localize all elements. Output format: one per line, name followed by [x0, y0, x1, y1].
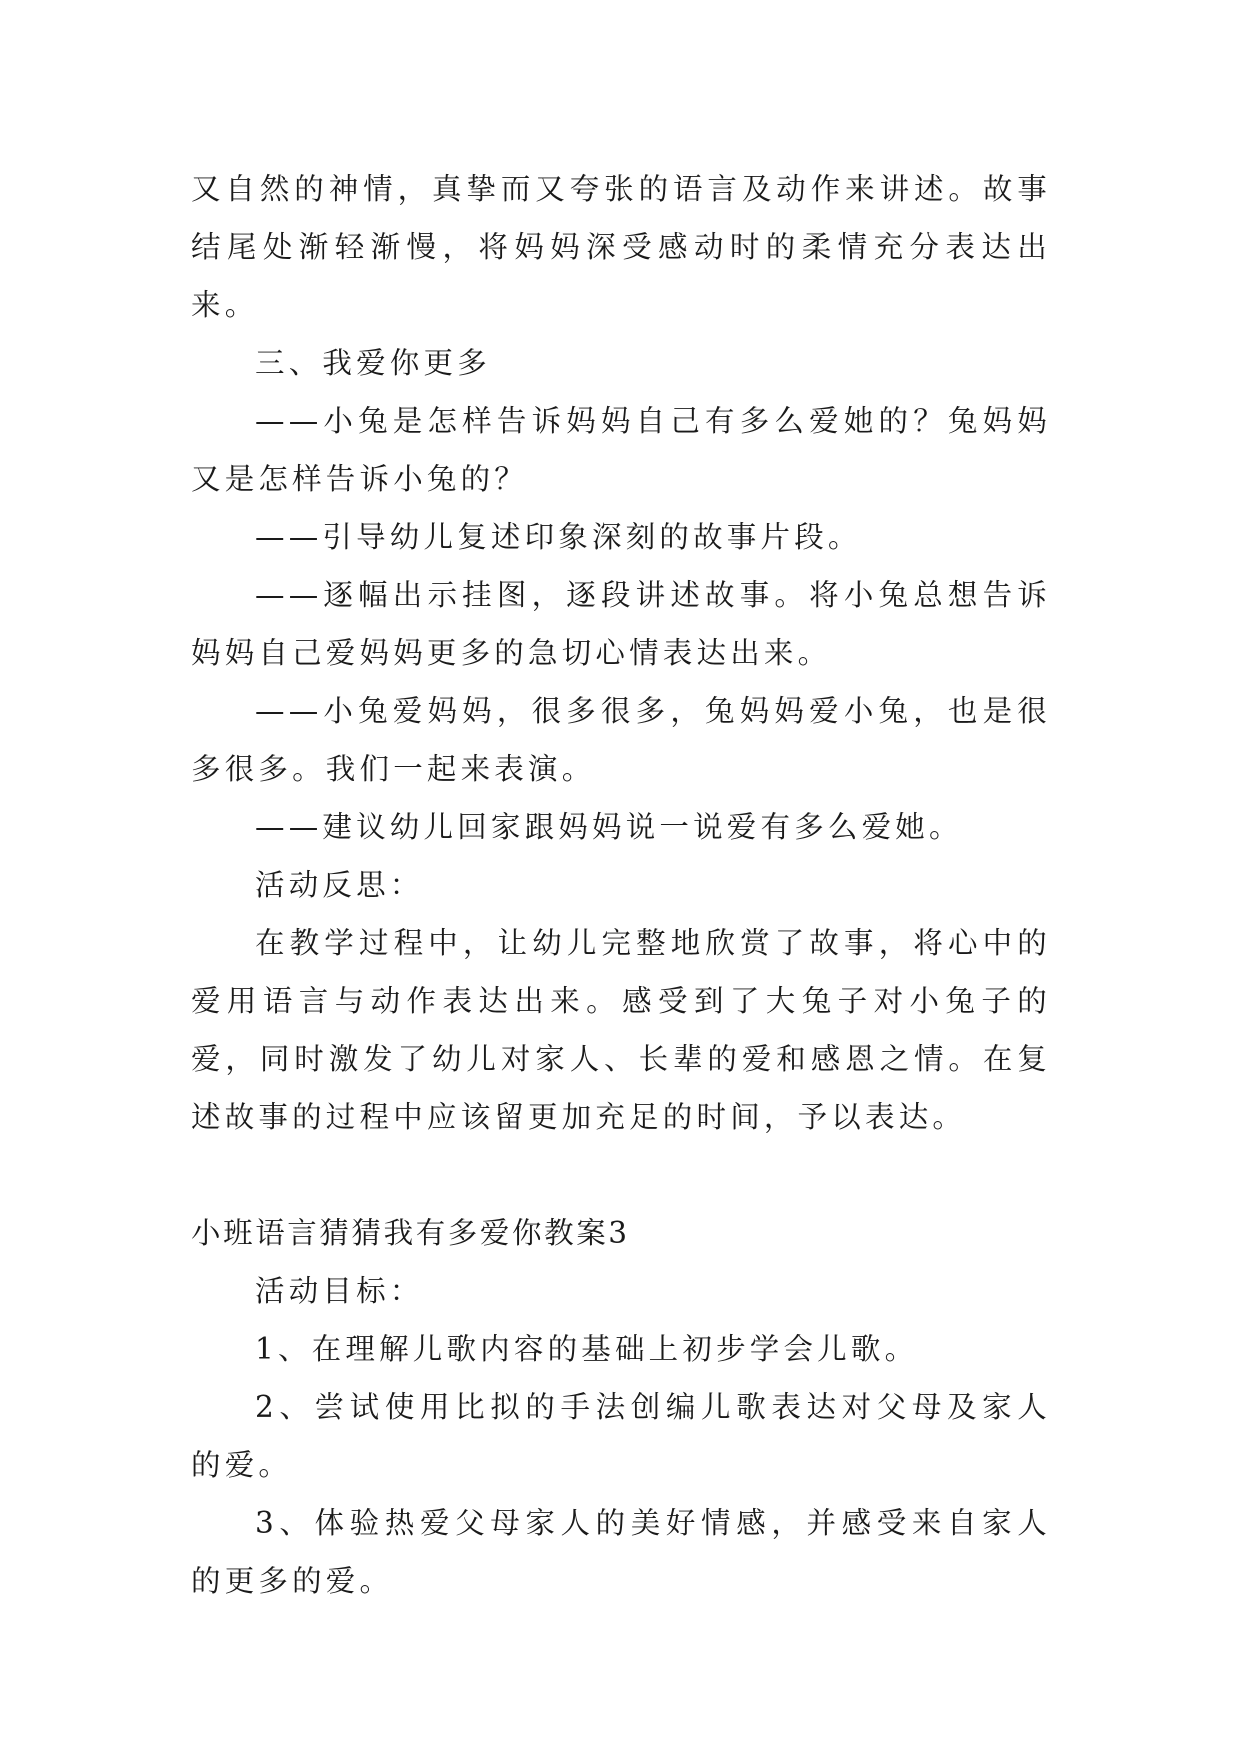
reflection-paragraph: 在教学过程中，让幼儿完整地欣赏了故事，将心中的爱用语言与动作表达出来。感受到了大兔子对小兔子的爱，同时激发了幼儿对家人、长辈的爱和感恩之情。在复述故事的过程中应该留更加充足的时间，予以表达。 [191, 926, 1051, 1134]
paragraph: ——小兔是怎样告诉妈妈自己有多么爱她的？兔妈妈又是怎样告诉小兔的？ [191, 404, 1051, 496]
reflection-heading: 活动反思： [255, 868, 424, 902]
objective-item: 1、在理解儿歌内容的基础上初步学会儿歌。 [255, 1332, 919, 1366]
paragraph: ——引导幼儿复述印象深刻的故事片段。 [255, 520, 862, 554]
objective-item: 3、体验热爱父母家人的美好情感，并感受来自家人的更多的爱。 [191, 1506, 1051, 1598]
objective-item: 2、尝试使用比拟的手法创编儿歌表达对父母及家人的爱。 [191, 1390, 1051, 1482]
objectives-heading: 活动目标： [255, 1274, 424, 1308]
paragraph: 又自然的神情，真挚而又夸张的语言及动作来讲述。故事结尾处渐轻渐慢，将妈妈深受感动时的柔情充分表达出来。 [191, 172, 1051, 322]
lesson-plan-title: 小班语言猜猜我有多爱你教案3 [191, 1216, 630, 1250]
document-body [191, 160, 1051, 1610]
paragraph: ——逐幅出示挂图，逐段讲述故事。将小兔总想告诉妈妈自己爱妈妈更多的急切心情表达出来。 [191, 578, 1051, 670]
paragraph: ——建议幼儿回家跟妈妈说一说爱有多么爱她。 [255, 810, 963, 844]
section-heading-3: 三、我爱你更多 [255, 346, 491, 380]
paragraph: ——小兔爱妈妈，很多很多，兔妈妈爱小兔，也是很多很多。我们一起来表演。 [191, 694, 1051, 786]
